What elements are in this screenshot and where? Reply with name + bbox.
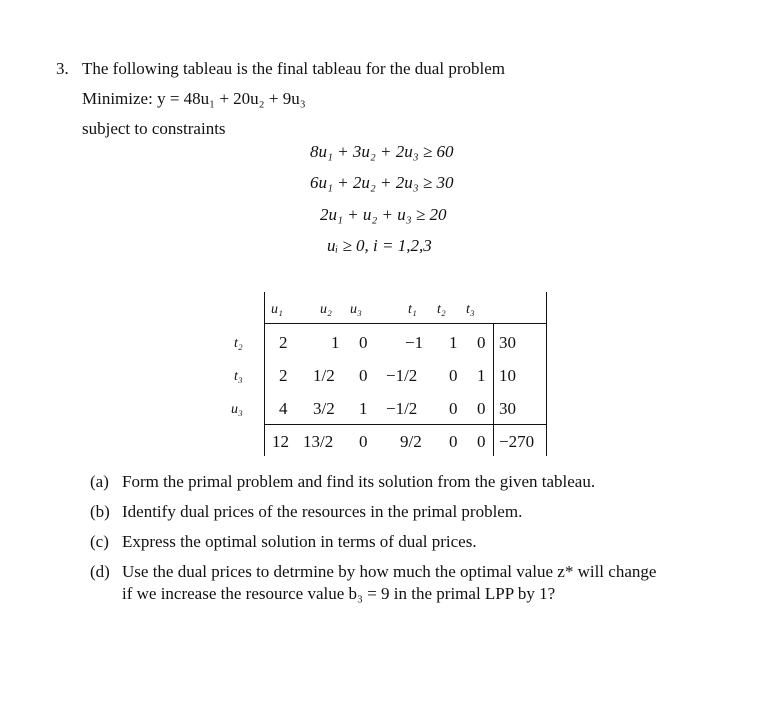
tableau-rhs-rule: [493, 324, 494, 456]
table-cell: 0: [359, 366, 368, 385]
row-label-t3: t₃: [234, 369, 243, 384]
subject-to-label: subject to constraints: [82, 119, 226, 138]
table-cell: 2: [279, 333, 288, 352]
header-u2: u₂: [320, 302, 332, 317]
table-cell: 1: [359, 399, 368, 418]
question-d-text-continued: if we increase the resource value b₃ = 9 in the primal LPP by 1?: [122, 584, 556, 603]
tableau-header-rule: [264, 323, 547, 324]
question-a-text: Form the primal problem and find its solution from the given tableau.: [122, 472, 596, 491]
constraint-1: 8u₁ + 3u₂ + 2u₃ ≥ 60: [310, 142, 454, 161]
table-cell: −1/2: [386, 366, 418, 385]
table-cell-rhs: 10: [499, 366, 516, 385]
header-u1: u₁: [271, 302, 283, 317]
row-label-t2: t₂: [234, 336, 243, 351]
problem-intro: The following tableau is the final tableau for the dual problem: [82, 59, 505, 78]
constraint-3: 2u₁ + u₂ + u₃ ≥ 20: [320, 205, 447, 224]
objective-cell: 0: [359, 432, 368, 451]
objective-cell: 0: [477, 432, 486, 451]
objective-cell: 0: [449, 432, 458, 451]
tableau-left-rule: [264, 292, 265, 456]
header-t2: t₂: [437, 302, 446, 317]
nonnegativity-constraint: uᵢ ≥ 0, i = 1,2,3: [327, 236, 432, 255]
question-c-text: Express the optimal solution in terms of dual prices.: [122, 532, 477, 551]
table-cell: 1/2: [313, 366, 335, 385]
objective-cell: 13/2: [303, 432, 334, 451]
objective-cell: 9/2: [400, 432, 422, 451]
row-label-u3: u₃: [231, 402, 243, 417]
table-cell: −1: [405, 333, 424, 352]
tableau-objective-rule: [264, 424, 547, 425]
header-u3: u₃: [350, 302, 362, 317]
constraint-2: 6u₁ + 2u₂ + 2u₃ ≥ 30: [310, 173, 454, 192]
header-t3: t₃: [466, 302, 475, 317]
table-cell: −1/2: [386, 399, 418, 418]
problem-number: 3.: [56, 59, 69, 78]
table-cell: 0: [449, 366, 458, 385]
table-cell-rhs: 30: [499, 333, 516, 352]
table-cell: 1: [331, 333, 340, 352]
tableau-right-rule: [546, 292, 547, 456]
objective-cell: 12: [272, 432, 289, 451]
question-d-label: (d): [90, 562, 110, 581]
objective-function: Minimize: y = 48u₁ + 20u₂ + 9u₃: [82, 89, 306, 108]
header-t1: t₁: [408, 302, 417, 317]
question-c-label: (c): [90, 532, 109, 551]
table-cell: 2: [279, 366, 288, 385]
question-b-text: Identify dual prices of the resources in the primal problem.: [122, 502, 523, 521]
table-cell: 0: [477, 333, 486, 352]
table-cell: 3/2: [313, 399, 335, 418]
table-cell: 0: [449, 399, 458, 418]
table-cell-rhs: 30: [499, 399, 516, 418]
question-b-label: (b): [90, 502, 110, 521]
table-cell: 4: [279, 399, 288, 418]
question-d-text: Use the dual prices to detrmine by how much the optimal value z* will change: [122, 562, 657, 581]
table-cell: 0: [359, 333, 368, 352]
table-cell: 0: [477, 399, 486, 418]
objective-value: −270: [499, 432, 535, 451]
table-cell: 1: [477, 366, 486, 385]
table-cell: 1: [449, 333, 458, 352]
question-a-label: (a): [90, 472, 109, 491]
